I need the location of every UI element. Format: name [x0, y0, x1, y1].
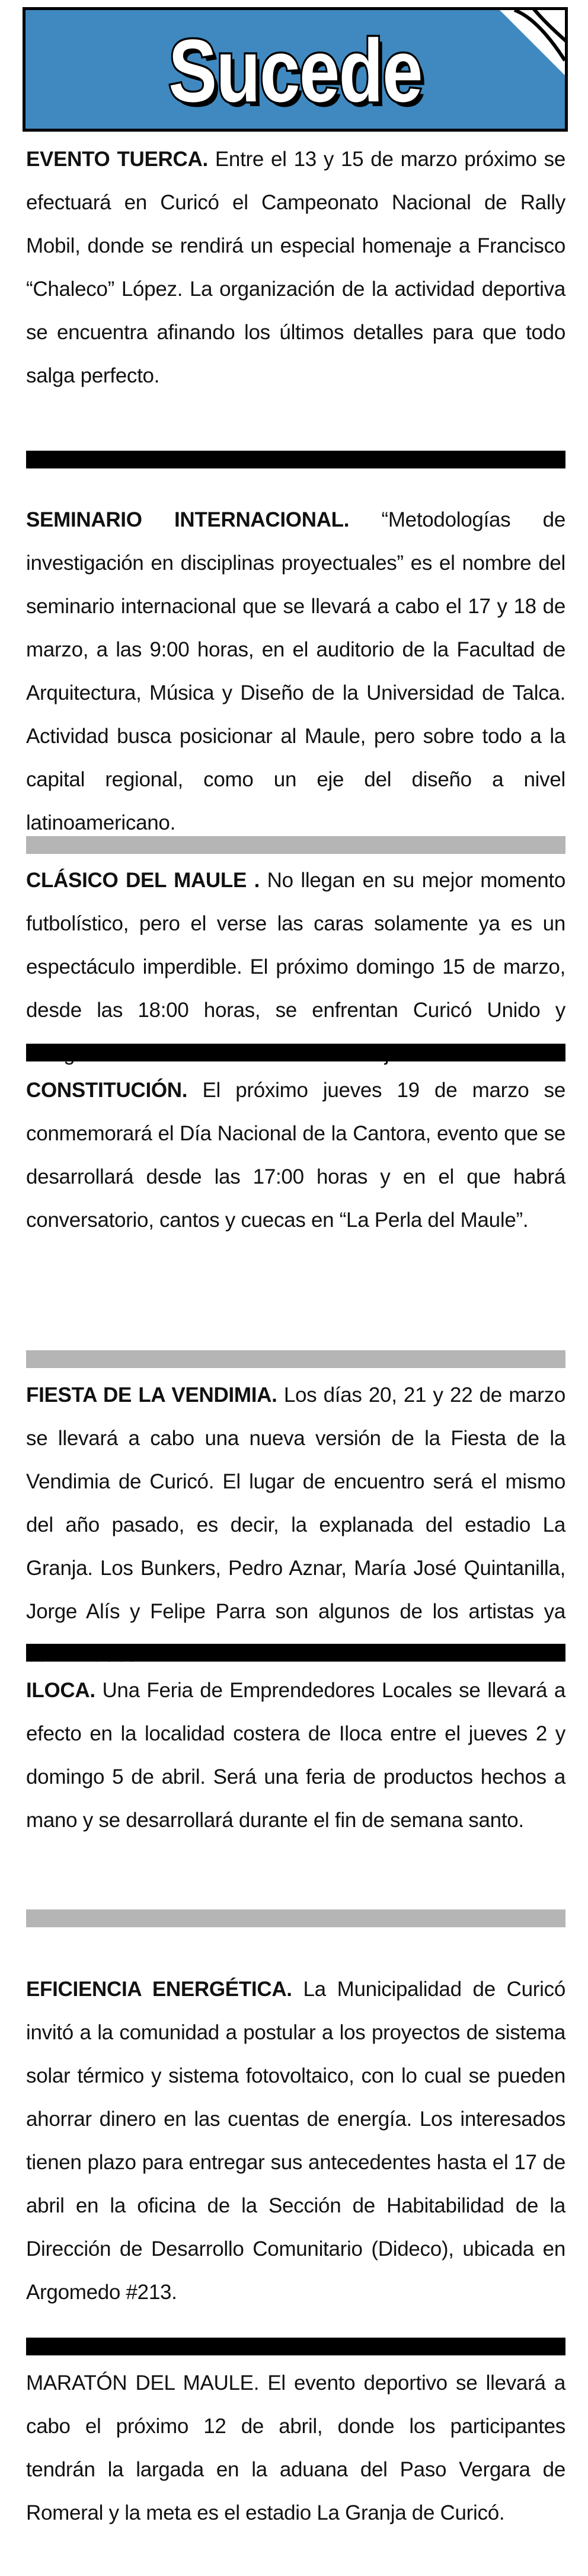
divider-gray [26, 1909, 565, 1927]
section-title: Sucede [168, 21, 422, 120]
article-headline: ILOCA. [26, 1679, 103, 1702]
article-headline: FIESTA DE LA VENDIMIA. [26, 1383, 284, 1407]
divider-black [26, 2338, 565, 2355]
divider-gray [26, 836, 565, 854]
article-headline: EVENTO TUERCA. [26, 148, 215, 171]
article-body: Una Feria de Emprendedores Locales se llevará a efecto en la localidad costera de Iloca entre el jueves 2 y domingo 5 de abril. Será una feria de productos hechos a mano y se desarrollará durante el fin de semana santo. [26, 1679, 565, 1832]
article-maraton [26, 2361, 565, 2534]
article-headline: SEMINARIO INTERNACIONAL. [26, 508, 382, 531]
article-body: MARATÓN DEL MAULE. El evento deportivo se llevará a cabo el próximo 12 de abril, donde los participantes tendrán la largada en la aduana del Paso Vergara de Romeral y la meta es el estadio La Granja de Curicó. [26, 2371, 565, 2524]
article-eficiencia [26, 1968, 565, 2314]
article-body: “Metodologías de investigación en disciplinas proyectuales” es el nombre del seminario internacional que se llevará a cabo el 17 y 18 de marzo, a las 9:00 horas, en el auditorio de la Facultad de Arquitectura, Música y Diseño de la Universidad de Talca. Actividad busca posicionar al Maule, pero sobre todo a la capital regional, como un eje del diseño a nivel latinoamericano. [26, 508, 565, 834]
article-headline: CONSTITUCIÓN. [26, 1079, 203, 1102]
article-constitucion [26, 1069, 565, 1242]
article-body: La Municipalidad de Curicó invitó a la comunidad a postular a los proyectos de sistema solar térmico y sistema fotovoltaico, con lo cual se pueden ahorrar dinero en las cuentas de energía. Los interesados tienen plazo para entregar sus antecedentes hasta el 17 de abril en la oficina de la Sección de Habitabilidad de la Dirección de Desarrollo Comunitario (Dideco), ubicada en Argomedo #213. [26, 1978, 565, 2304]
article-iloca [26, 1669, 565, 1842]
article-body: Los días 20, 21 y 22 de marzo se llevará a cabo una nueva versión de la Fiesta de la Vendimia de Curicó. El lugar de encuentro será el mismo del año pasado, es decir, la explanada del estadio La Granja. Los Bunkers, Pedro Aznar, María José Quintanilla, Jorge Alís y Felipe Parra son algunos de los artistas ya [26, 1383, 565, 1623]
divider-black [26, 451, 565, 468]
divider-gray [26, 1350, 565, 1368]
article-body: El próximo jueves 19 de marzo se conmemorará el Día Nacional de la Cantora, evento que se desarrollará desde las 17:00 horas y en el que habrá conversatorio, cantos y cuecas en “La Perla del Maule”. [26, 1079, 565, 1232]
article-headline: CLÁSICO DEL MAULE . [26, 869, 267, 892]
article-clasico [26, 859, 565, 1075]
divider-black [26, 1044, 565, 1061]
article-seminario [26, 498, 565, 844]
article-evento-tuerca [26, 138, 565, 397]
section-banner [23, 7, 568, 132]
article-vendimia [26, 1373, 565, 1676]
article-body: Entre el 13 y 15 de marzo próximo se efectuará en Curicó el Campeonato Nacional de Rally Mobil, donde se rendirá un especial homenaje a Francisco “Chaleco” López. La organización de la actividad deportiva se encuentra afinando los últimos detalles para que todo salga perfecto. [26, 148, 565, 387]
divider-black [26, 1644, 565, 1662]
article-body: No llegan en su mejor momento futbolístico, pero el verse las caras solamente ya es un espectáculo imperdible. El próximo domingo 15 de marzo, desde las 18:00 horas, se enfrentan Curicó Unido y [26, 869, 565, 1022]
article-headline: EFICIENCIA ENERGÉTICA. [26, 1978, 303, 2001]
